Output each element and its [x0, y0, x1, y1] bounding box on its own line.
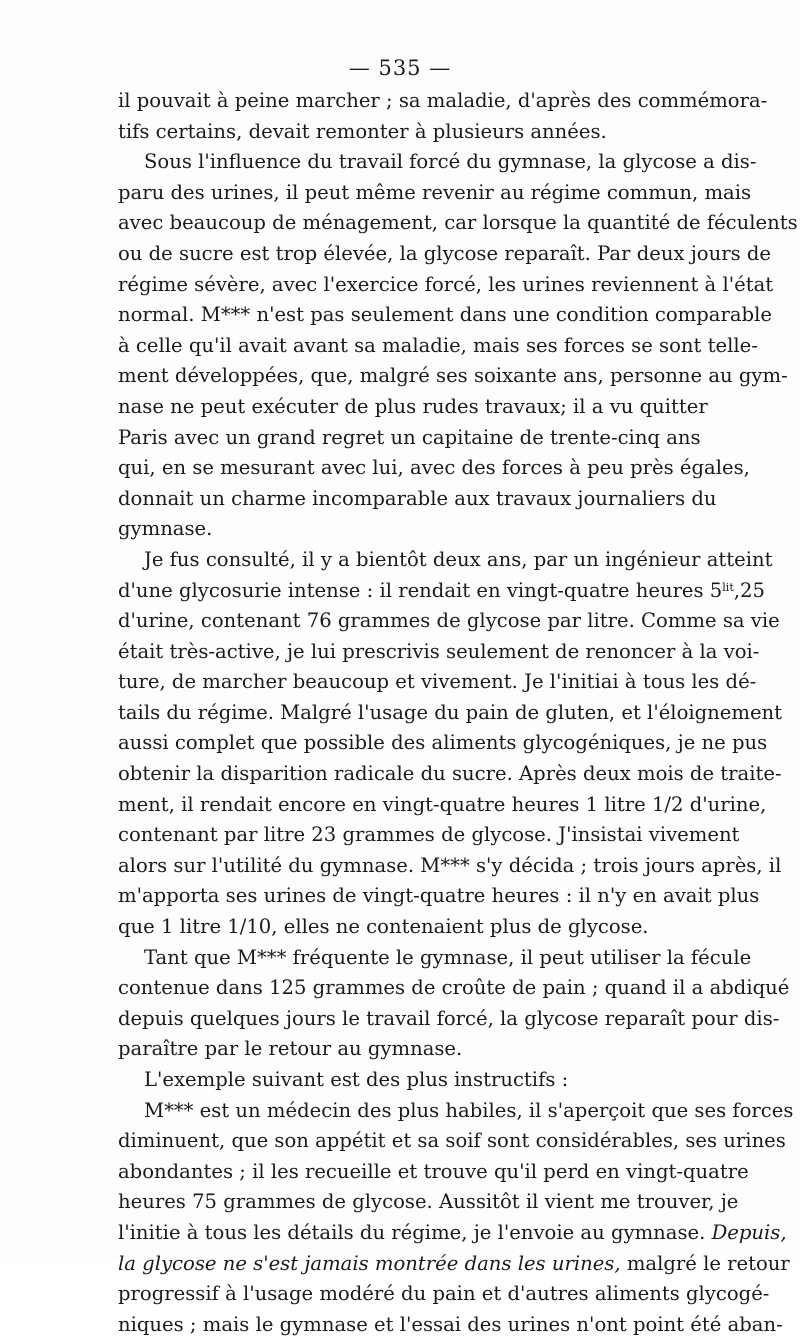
text-line: tails du régime. Malgré l'usage du pain de gluten, et l'éloignement [118, 700, 783, 724]
text-line: obtenir la disparition radicale du sucre. Après deux mois de traite- [118, 762, 782, 786]
text-line: tifs certains, devait remonter à plusieurs années. [118, 119, 607, 143]
italic-text: Depuis, [711, 1220, 787, 1244]
text-line: L'exemple suivant est des plus instructifs : [144, 1068, 569, 1091]
text-line-part: d'une glycosurie intense : il rendait en vingt-quatre heures 5 [118, 578, 723, 602]
text-line: paru des urines, il peut même revenir au régime commun, mais [118, 180, 752, 204]
text-line: à celle qu'il avait avant sa maladie, mais ses forces se sont telle- [118, 333, 758, 357]
text-line: Je fus consulté, il y a bientôt deux ans, par un ingénieur atteint [144, 547, 773, 571]
text-line: ture, de marcher beaucoup et vivement. Je l'initiai à tous les dé- [118, 670, 757, 694]
text-line: m'apporta ses urines de vingt-quatre heures : il n'y en avait plus [118, 884, 760, 908]
text-line: Tant que M*** fréquente le gymnase, il peut utiliser la fécule [144, 945, 752, 969]
body-text [118, 86, 798, 1340]
text-line-with-superscript [118, 576, 765, 607]
text-line: progressif à l'usage modéré du pain et d'autres aliments glycogé- [118, 1282, 770, 1306]
text-line-with-italic [118, 1218, 787, 1249]
text-line-part: malgré le retour [626, 1251, 790, 1275]
text-line: paraître par le retour au gymnase. [118, 1037, 463, 1061]
text-line: qui, en se mesurant avec lui, avec des forces à peu près égales, [118, 456, 750, 480]
text-line: alors sur l'utilité du gymnase. M*** s'y décida ; trois jours après, il [118, 853, 782, 877]
text-line-part: l'initie à tous les détails du régime, je l'envoie au gymnase. [118, 1220, 706, 1244]
text-line: normal. M*** n'est pas seulement dans une condition comparable [118, 303, 772, 327]
text-line: ment, il rendait encore en vingt-quatre heures 1 litre 1/2 d'urine, [118, 792, 767, 816]
page-number: — 535 — [348, 56, 452, 80]
text-line: était très-active, je lui prescrivis seulement de renoncer à la voi- [118, 639, 760, 663]
text-line: ment développées, que, malgré ses soixante ans, personne au gym- [118, 364, 788, 388]
text-line: abondantes ; il les recueille et trouve qu'il perd en vingt-quatre [118, 1159, 749, 1183]
text-line: que 1 litre 1/10, elles ne contenaient plus de glycose. [118, 915, 649, 939]
text-line: il pouvait à peine marcher ; sa maladie, d'après des commémora- [118, 89, 768, 112]
text-line: avec beaucoup de ménagement, car lorsque la quantité de féculents [118, 211, 798, 235]
text-line: depuis quelques jours le travail forcé, la glycose reparaît pour dis- [118, 1006, 780, 1030]
text-line-with-italic [118, 1249, 790, 1280]
text-line: donnait un charme incomparable aux travaux journaliers du [118, 486, 717, 510]
text-line: régime sévère, avec l'exercice forcé, les urines reviennent à l'état [118, 272, 774, 296]
text-line: heures 75 grammes de glycose. Aussitôt il vient me trouver, je [118, 1190, 739, 1214]
text-line: ou de sucre est trop élevée, la glycose reparaît. Par deux jours de [118, 241, 772, 265]
text-line: aussi complet que possible des aliments glycogéniques, je ne pus [118, 731, 768, 755]
text-line: d'urine, contenant 76 grammes de glycose par litre. Comme sa vie [118, 609, 780, 633]
text-line: Sous l'influence du travail forcé du gymnase, la glycose a dis- [144, 150, 757, 174]
text-line: contenue dans 125 grammes de croûte de pain ; quand il a abdiqué [118, 976, 790, 1000]
text-line: nase ne peut exécuter de plus rudes travaux; il a vu quitter [118, 394, 708, 418]
text-line: Paris avec un grand regret un capitaine de trente-cinq ans [118, 425, 701, 449]
text-line: diminuent, que son appétit et sa soif sont considérables, ses urines [118, 1129, 786, 1153]
text-line: contenant par litre 23 grammes de glycose. J'insistai vivement [118, 823, 740, 847]
text-line: gymnase. [118, 517, 213, 541]
text-line: M*** est un médecin des plus habiles, il s'aperçoit que ses forces [144, 1098, 794, 1122]
text-line-part: ,25 [733, 578, 765, 602]
italic-text: la glycose ne s'est jamais montrée dans les urines, [118, 1251, 621, 1275]
superscript-unit: lit [722, 580, 734, 594]
text-line: niques ; mais le gymnase et l'essai des urines n'ont point été aban- [118, 1312, 783, 1336]
